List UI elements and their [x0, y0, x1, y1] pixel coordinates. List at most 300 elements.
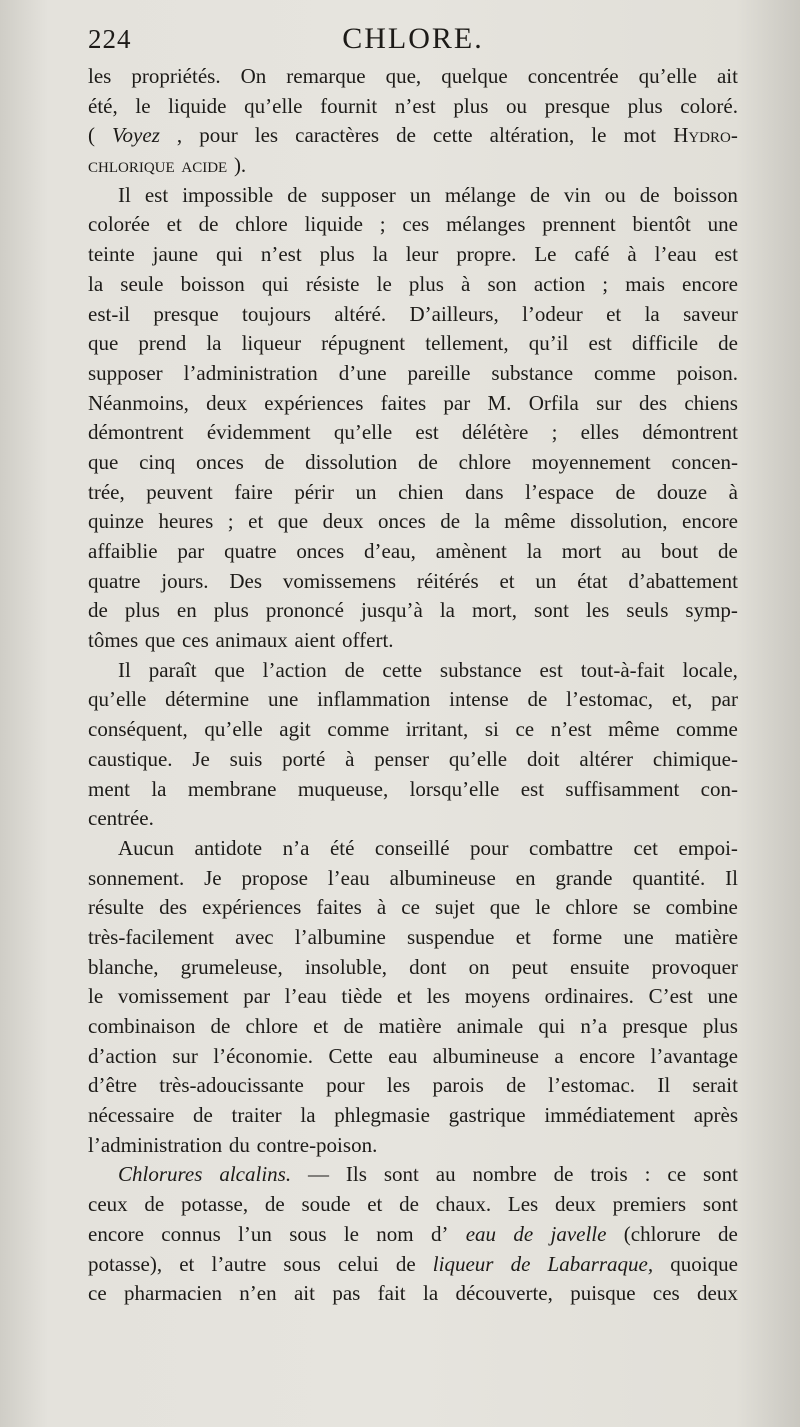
word: (chlorure [623, 1221, 701, 1246]
word: cette [382, 657, 423, 682]
word: l’économie. [213, 1043, 314, 1068]
word: plus [319, 242, 355, 267]
word: sont [533, 598, 569, 623]
word: n’en [239, 1281, 277, 1306]
word: puisque [570, 1281, 636, 1306]
word: Cette [328, 1043, 373, 1068]
word: un [355, 479, 377, 504]
word: qui [216, 242, 243, 267]
word: expériences [202, 895, 302, 920]
word: tômes [88, 628, 139, 653]
word: concentrée [527, 64, 619, 88]
word: n’est [260, 242, 302, 267]
word: une [707, 212, 738, 237]
word: de [418, 449, 438, 474]
text-line [88, 448, 738, 478]
word: faire [234, 479, 273, 504]
word: l’eau [327, 865, 370, 890]
word: détermine [165, 687, 250, 712]
text-line [88, 359, 738, 389]
word: en [515, 865, 536, 890]
word: qu’elle [448, 746, 508, 771]
word: nécessaire [88, 1103, 175, 1128]
word: les [386, 1073, 411, 1098]
word: potasse, [181, 1192, 249, 1217]
word: que [277, 509, 309, 534]
word: Je [204, 865, 222, 890]
word: animale [456, 1014, 524, 1038]
word: de [144, 1192, 165, 1217]
word: Orfila [528, 390, 579, 415]
word: la [88, 271, 104, 296]
word: faites [380, 390, 427, 415]
text-line [88, 300, 738, 330]
word: que, [385, 64, 422, 88]
word: intense [449, 687, 509, 712]
word: moyennement [531, 449, 651, 474]
word: soude [301, 1192, 351, 1217]
word: peuvent [146, 479, 213, 504]
word: caractères [295, 123, 380, 148]
text-line [88, 1131, 738, 1161]
word: mélange [444, 182, 516, 207]
word: par [243, 984, 271, 1009]
word: suspendue [407, 924, 495, 949]
word: prennent [542, 212, 616, 237]
word: café [574, 242, 610, 267]
word: boisson [673, 182, 738, 207]
word: on [468, 954, 490, 979]
text-line [88, 626, 738, 656]
word: n’a [282, 835, 310, 860]
word: l’administration [88, 1132, 223, 1157]
word: sont [383, 1162, 419, 1187]
word: provoquer [651, 954, 738, 979]
word: vomissemens [282, 568, 397, 593]
text-line [88, 1012, 738, 1042]
text-line [88, 1101, 738, 1131]
text-line [88, 1160, 738, 1190]
word: au [621, 539, 642, 563]
word: et [499, 568, 515, 593]
word: ces [181, 628, 209, 653]
word: teinte [88, 242, 135, 267]
word: de [210, 1014, 231, 1038]
word: leur [405, 242, 439, 267]
word: Les [507, 1192, 539, 1217]
text-line [88, 596, 738, 626]
word: d’action [88, 1043, 157, 1068]
word: cinq [139, 449, 176, 474]
word: seule [120, 271, 164, 296]
word: le [591, 123, 607, 148]
text-line [88, 181, 738, 211]
word: de [198, 212, 219, 237]
word: l’autre [211, 1251, 267, 1276]
word: caustique. [88, 746, 173, 771]
word: centrée. [88, 806, 154, 831]
word: deux [697, 1281, 738, 1306]
word: pharmacien [124, 1281, 222, 1306]
word: prononcé [265, 598, 344, 623]
word: de [193, 1103, 213, 1128]
word: plus [453, 93, 489, 118]
text-line [88, 1250, 738, 1280]
word: chiens [684, 390, 738, 415]
word: propre. [456, 242, 517, 267]
word: les [426, 984, 451, 1009]
word: l’albumine [294, 924, 386, 949]
word: de [718, 331, 738, 356]
word: animaux [215, 628, 288, 653]
word: suffisamment [565, 776, 680, 801]
text-line [88, 240, 738, 270]
word: son [487, 271, 517, 296]
word: la [372, 242, 388, 267]
word: se [632, 895, 651, 920]
word: l’eau [284, 984, 327, 1009]
word: avec [235, 924, 274, 949]
word: nom [376, 1221, 414, 1246]
word: sujet [435, 895, 475, 920]
word: été, [88, 93, 118, 118]
word: d’être [88, 1073, 137, 1098]
word: une [267, 687, 299, 712]
word: est [415, 420, 439, 445]
word: amènent [435, 539, 507, 563]
word: ensuite [570, 954, 630, 979]
word: sont [702, 1192, 738, 1217]
word: ; [227, 509, 234, 534]
word: pas [332, 1281, 361, 1306]
word: encore [682, 509, 738, 534]
word: est [539, 657, 563, 682]
word: à [345, 746, 355, 771]
word: de [718, 1221, 738, 1246]
word: insoluble, [304, 954, 388, 979]
word: démontrent [642, 420, 738, 445]
word: été [329, 835, 355, 860]
word: coloré. [680, 93, 738, 118]
word: altérer [579, 746, 634, 771]
word: ordinaires. [544, 984, 634, 1009]
word: quinze [88, 509, 144, 534]
word: encore [88, 1221, 144, 1246]
word: de [287, 182, 308, 207]
word: l’administration [183, 360, 318, 385]
word: de [264, 1192, 285, 1217]
body-text [88, 62, 738, 1309]
word: concen- [671, 449, 738, 474]
word: liqueur [241, 331, 302, 356]
word: Il [118, 182, 131, 207]
word: difficile [631, 331, 699, 356]
word: chimique- [652, 746, 738, 771]
word: un [535, 568, 557, 593]
word: l’estomac, [566, 687, 654, 712]
word: toujours [242, 301, 311, 326]
word: la [206, 331, 222, 356]
word: C’est [648, 984, 693, 1009]
word: d’une [338, 360, 387, 385]
word: les [88, 64, 112, 88]
word: elles [580, 420, 620, 445]
word: fournit [320, 93, 378, 118]
word: réitérés [416, 568, 479, 593]
word: tout-à-fait [580, 657, 665, 682]
word: plus [627, 93, 663, 118]
word: chlore [245, 1014, 299, 1038]
word: gastrique [448, 1103, 526, 1128]
word: combine [665, 895, 738, 920]
word: Voyez [112, 123, 160, 148]
word: trée, [88, 479, 125, 504]
word: qu’il [528, 331, 569, 356]
word: liquide [304, 212, 363, 237]
text-line [88, 270, 738, 300]
word: à [461, 271, 471, 296]
text-line [88, 92, 738, 122]
word: des [159, 895, 188, 920]
word: onces [195, 449, 244, 474]
word: démontrent [88, 420, 184, 445]
word: premiers [612, 1192, 687, 1217]
text-line [88, 1071, 738, 1101]
word: dissolution [305, 449, 398, 474]
word: à [627, 242, 637, 267]
word: eau [388, 1043, 418, 1068]
word: qu’elle [638, 64, 697, 88]
word: deux [555, 1192, 596, 1217]
word: au [435, 1162, 456, 1187]
word: mort [561, 539, 602, 563]
word: délétère [461, 420, 529, 445]
word: phlegmasie [334, 1103, 430, 1128]
word: plus [124, 598, 160, 623]
word: Le [534, 242, 557, 267]
word: alcalins. [219, 1162, 292, 1187]
text-line [88, 121, 738, 151]
text-line [88, 1190, 738, 1220]
word: chlorique [88, 153, 175, 178]
word: D’ailleurs, [409, 301, 499, 326]
word: seuls [626, 598, 669, 623]
word: chien [398, 479, 444, 504]
word: et [606, 301, 622, 326]
word: blanche, [88, 954, 159, 979]
word: l’estomac. [548, 1073, 636, 1098]
word: en [176, 598, 197, 623]
text-line [88, 507, 738, 537]
word: quatre [224, 539, 277, 563]
word: comme [593, 360, 656, 385]
word: — [308, 1162, 329, 1187]
word: ce [515, 717, 535, 742]
text-line [88, 567, 738, 597]
word: altéré. [334, 301, 387, 326]
word: liqueur [432, 1251, 494, 1276]
word: est [714, 242, 738, 267]
word: combinaison [88, 1014, 196, 1038]
word: symp- [685, 598, 738, 623]
word: de [264, 449, 285, 474]
word: ; [551, 420, 558, 445]
word: membrane [187, 776, 277, 801]
word: dissolution, [570, 509, 668, 534]
word: doit [526, 746, 560, 771]
word: le [343, 1221, 359, 1246]
word: mot [623, 123, 657, 148]
word: sur [172, 1043, 198, 1068]
word: bout [660, 539, 699, 563]
text-line [88, 804, 738, 834]
word: chlore [458, 449, 512, 474]
word: conseillé [374, 835, 450, 860]
word: de [553, 1162, 574, 1187]
text-line [88, 923, 738, 953]
text-line [88, 953, 738, 983]
word: porté [282, 746, 326, 771]
word: celui [337, 1251, 379, 1276]
word: penser [374, 746, 430, 771]
word: après [693, 1103, 738, 1128]
word: onces [377, 509, 426, 534]
text-line [88, 62, 738, 92]
text-line [88, 745, 738, 775]
word: jaune [152, 242, 199, 267]
word: ceux [88, 1192, 128, 1217]
text-line [88, 389, 738, 419]
word: liquide [168, 93, 227, 118]
word: forme [552, 924, 603, 949]
word: On [240, 64, 267, 88]
word: de [88, 598, 108, 623]
text-line [88, 329, 738, 359]
word: cet [633, 835, 658, 860]
word: Des [229, 568, 263, 593]
word: irritant, [405, 717, 469, 742]
text-line [88, 1279, 738, 1309]
word: altération, [489, 123, 575, 148]
word: : [644, 1162, 651, 1187]
word: et [248, 509, 264, 534]
word: paraît [148, 657, 197, 682]
word: de [527, 687, 548, 712]
word: tellement, [425, 331, 509, 356]
word: presque [153, 301, 219, 326]
word: qui [261, 271, 289, 296]
word: vomissement [117, 984, 229, 1009]
word: et [367, 1192, 383, 1217]
word: heures [158, 509, 214, 534]
word: jours. [161, 568, 209, 593]
word: Hydro- [673, 123, 738, 148]
text-line [88, 893, 738, 923]
word: impossible [182, 182, 274, 207]
word: conséquent, [88, 717, 188, 742]
word: deux [206, 390, 247, 415]
word: empoi- [678, 835, 738, 860]
word: ou [506, 93, 528, 118]
word: répugnent [321, 331, 406, 356]
word: que [88, 449, 119, 474]
word: de [639, 182, 660, 207]
word: mais [625, 271, 665, 296]
word: sonnement. [88, 865, 185, 890]
word: Néanmoins, [88, 390, 189, 415]
word: Aucun [118, 835, 174, 860]
word: presque [544, 93, 610, 118]
word: ( [88, 123, 95, 148]
word: est [520, 776, 545, 801]
word: le [88, 984, 104, 1009]
word: et, [671, 687, 693, 712]
word: plus [408, 271, 444, 296]
text-line [88, 1042, 738, 1072]
word: locale, [682, 657, 738, 682]
word: parois [432, 1073, 484, 1098]
word: la [422, 1281, 439, 1306]
word: a [554, 1043, 564, 1068]
word: de [513, 1221, 534, 1246]
word: pareille [407, 360, 471, 385]
word: fait [377, 1281, 406, 1306]
word: est [144, 182, 169, 207]
word: con- [700, 776, 738, 801]
word: onces [296, 539, 345, 563]
word: Labarraque, [547, 1251, 654, 1276]
word: pour [470, 835, 509, 860]
word: les [254, 123, 279, 148]
word: et [396, 984, 413, 1009]
word: serait [692, 1073, 738, 1098]
word: pour [199, 123, 238, 148]
word: l’odeur [522, 301, 583, 326]
word: Ils [345, 1162, 367, 1187]
word: jusqu’à [360, 598, 423, 623]
word: les [586, 598, 610, 623]
word: ; [379, 212, 386, 237]
text-line [88, 864, 738, 894]
word: Il [725, 865, 738, 890]
word: comme [327, 717, 390, 742]
word: , [176, 123, 183, 148]
running-head: CHLORE. [342, 22, 484, 55]
word: ; [602, 271, 609, 296]
word: faites [316, 895, 362, 920]
word: expériences [264, 390, 364, 415]
word: de [343, 1014, 364, 1038]
word: d’abattement [628, 568, 738, 593]
word: une [623, 924, 654, 949]
word: de [510, 1251, 531, 1276]
word: lorsqu’elle [409, 776, 500, 801]
word: l’avantage [650, 1043, 738, 1068]
word: résiste [305, 271, 360, 296]
word: colorée [88, 212, 150, 237]
word: trois [590, 1162, 628, 1187]
word: dont [409, 954, 447, 979]
word: l’espace [525, 479, 594, 504]
word: ce [88, 1281, 107, 1306]
word: affaiblie [88, 539, 158, 563]
word: qu’elle [204, 717, 263, 742]
word: découverte, [455, 1281, 553, 1306]
word: suis [229, 746, 263, 771]
word: poison. [676, 360, 738, 385]
word: et [179, 1251, 195, 1276]
text-line [88, 537, 738, 567]
